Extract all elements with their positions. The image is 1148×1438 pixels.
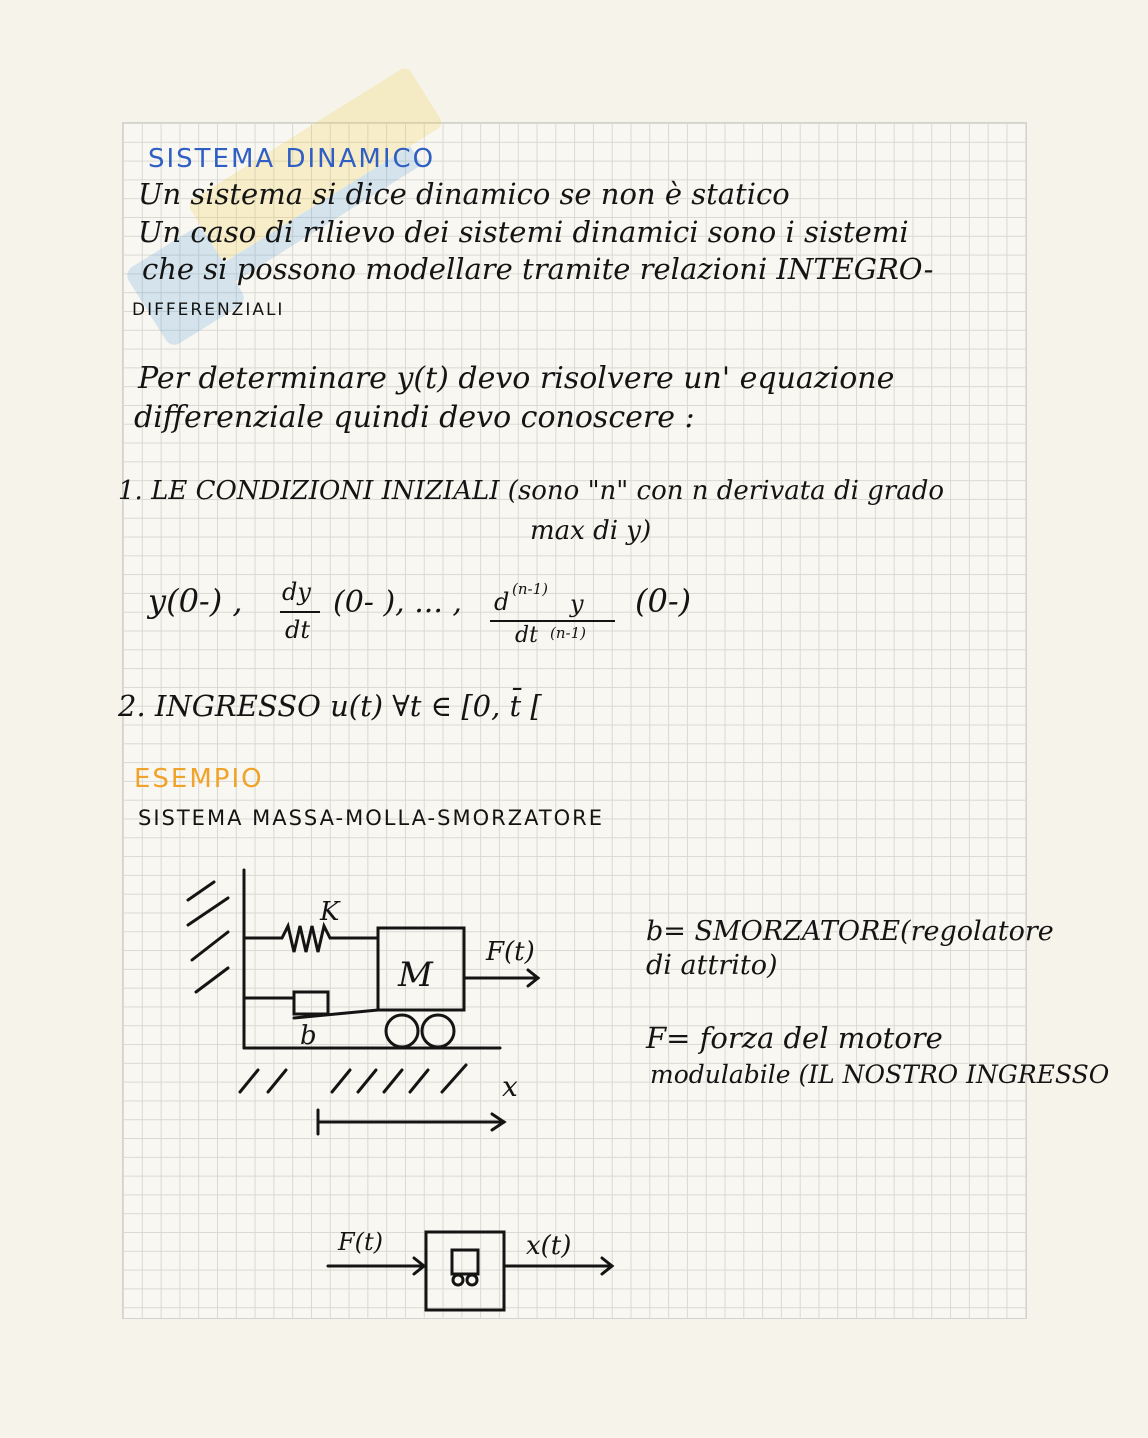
formula-denominator-dt: dt xyxy=(515,623,538,648)
floor-hatch-line xyxy=(268,1070,286,1092)
wall-hatch-line xyxy=(192,932,228,960)
system-block xyxy=(426,1232,504,1310)
spring-label: K xyxy=(320,897,340,927)
intro-line-2: Un caso di rilievo dei sistemi dinamici sono i sistemi xyxy=(138,215,909,249)
determine-line-1: Per determinare y(t) devo risolvere un' equazione xyxy=(138,361,895,396)
mass-spring-damper-diagram xyxy=(170,860,570,1140)
condition-1-line-2: max di y) xyxy=(530,516,652,546)
formula-end: (0-) xyxy=(635,582,692,620)
fraction-bar-1 xyxy=(280,611,320,613)
condition-1-line-1: 1. LE CONDIZIONI INIZIALI (sono "n" con n derivata di grado xyxy=(118,476,945,506)
formula-dt: dt xyxy=(285,616,311,644)
mass-cart-icon xyxy=(452,1250,478,1285)
damper-icon xyxy=(294,992,328,1014)
wall-hatch-line xyxy=(196,968,228,992)
note-b-line-2: di attrito) xyxy=(646,950,778,981)
axis-label: x xyxy=(502,1070,518,1103)
example-heading: ESEMPIO xyxy=(134,764,264,794)
floor-hatch-line xyxy=(384,1070,402,1092)
floor-hatch-line xyxy=(410,1070,428,1092)
formula-y0: y(0-) , xyxy=(148,582,243,620)
fraction-bar-2 xyxy=(490,620,615,622)
formula-denominator-exp: (n-1) xyxy=(550,624,586,642)
intro-line-4: DIFFERENZIALI xyxy=(132,300,285,320)
wall-hatch-line xyxy=(188,882,214,900)
floor-hatch-line xyxy=(332,1070,350,1092)
mass-label: M xyxy=(398,955,433,995)
block-input-label: F(t) xyxy=(338,1228,384,1256)
condition-2: 2. INGRESSO u(t) ∀t ∈ [0, t̄ [ xyxy=(118,689,542,723)
formula-dy: dy xyxy=(282,578,311,606)
block-output-label: x(t) xyxy=(526,1231,572,1261)
determine-line-2: differenziale quindi devo conoscere : xyxy=(134,400,695,435)
wall-hatch-line xyxy=(188,898,228,925)
note-f-line-1: F= forza del motore xyxy=(646,1021,943,1055)
formula-numerator-y: y xyxy=(570,590,584,618)
note-f-line-2: modulabile (IL NOSTRO INGRESSO xyxy=(650,1060,1110,1089)
example-subtitle: SISTEMA MASSA-MOLLA-SMORZATORE xyxy=(138,806,605,830)
block-diagram xyxy=(320,1220,630,1320)
floor-hatch-line xyxy=(358,1070,376,1092)
intro-line-3: che si possono modellare tramite relazioni INTEGRO- xyxy=(142,252,934,286)
formula-numerator-exp: (n-1) xyxy=(512,580,548,598)
floor-hatch-line xyxy=(442,1065,466,1092)
damper-label: b xyxy=(300,1021,317,1051)
intro-line-1: Un sistema si dice dinamico se non è statico xyxy=(138,177,790,211)
force-label: F(t) xyxy=(486,937,535,967)
section-title: SISTEMA DINAMICO xyxy=(148,144,436,174)
wheel-icon xyxy=(386,1015,418,1047)
formula-numerator-d: d xyxy=(494,588,510,616)
wheel-icon xyxy=(422,1015,454,1047)
spring-icon xyxy=(244,926,378,952)
note-b-line-1: b= SMORZATORE(regolatore xyxy=(646,916,1054,947)
floor-hatch-line xyxy=(240,1070,258,1092)
formula-mid: (0- ), ... , xyxy=(333,585,462,620)
